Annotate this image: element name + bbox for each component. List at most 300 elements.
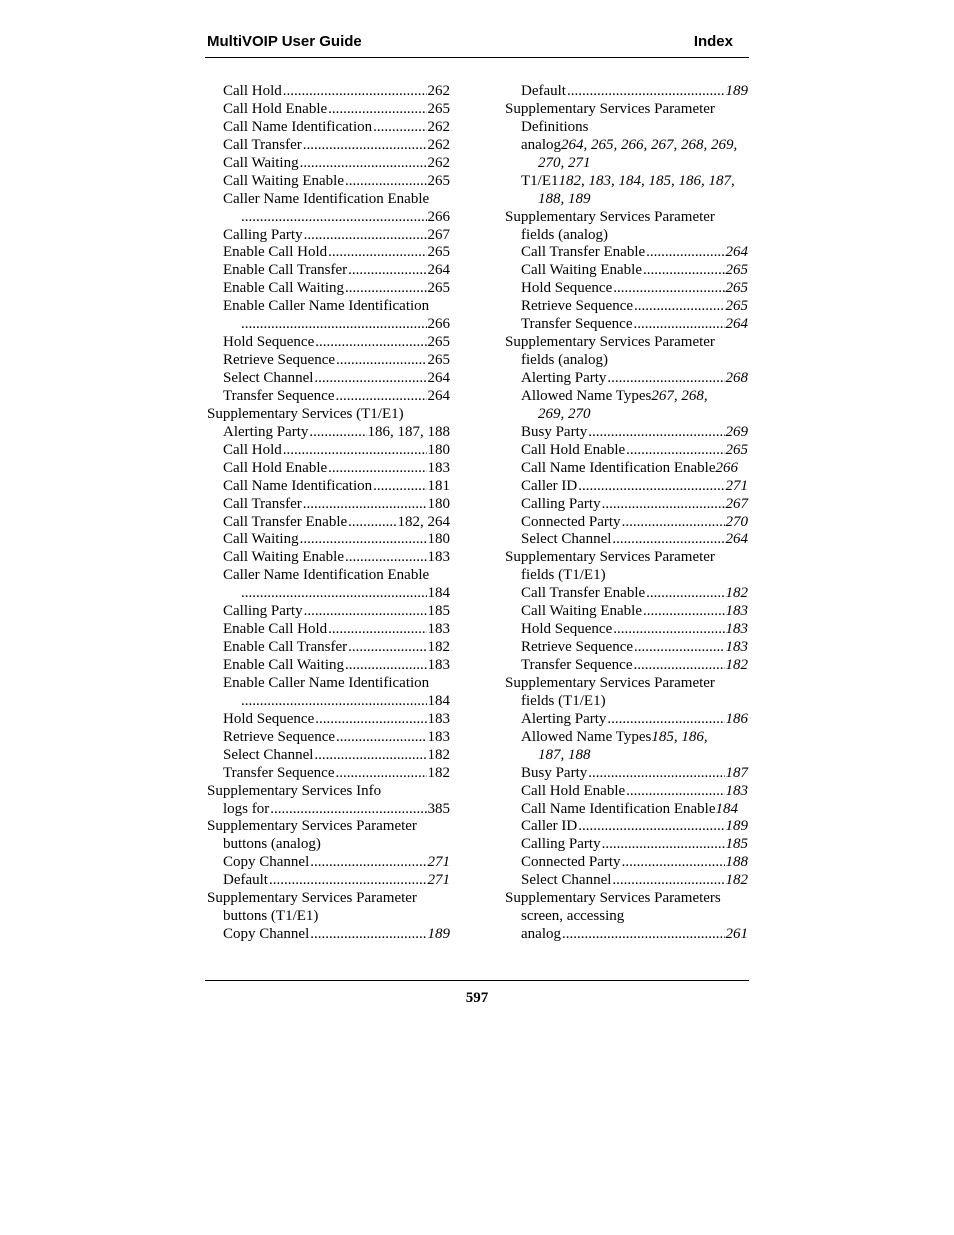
index-entry-text: Call Transfer xyxy=(223,495,302,512)
index-entry xyxy=(207,621,450,639)
index-page-ref: 265 xyxy=(725,441,748,458)
index-entry xyxy=(505,155,748,173)
index-entry-text: buttons (analog) xyxy=(223,836,321,853)
index-entry-text: Supplementary Services Parameter xyxy=(505,334,715,351)
index-page-ref: 264 xyxy=(725,531,748,548)
index-page-ref: 183 xyxy=(725,782,748,799)
index-entry-text: Allowed Name Types xyxy=(521,387,652,404)
index-entry xyxy=(207,693,450,711)
index-entry xyxy=(505,657,748,675)
index-entry xyxy=(505,137,748,155)
dot-leader xyxy=(622,514,725,532)
index-page-ref: 185, 186, xyxy=(651,728,708,745)
dot-leader xyxy=(269,872,427,890)
index-entry xyxy=(207,890,450,908)
index-entry-text: Call Hold Enable xyxy=(223,100,328,117)
index-entry xyxy=(505,783,748,801)
index-entry-text: Call Waiting Enable xyxy=(521,603,642,620)
index-page-ref: 262 xyxy=(427,154,450,171)
index-page-ref: 182 xyxy=(427,764,450,781)
index-page-ref: 270 xyxy=(725,513,748,530)
index-page-ref: 271 xyxy=(427,872,450,889)
index-entry xyxy=(505,227,748,245)
index-entry-text: Call Transfer Enable xyxy=(223,513,348,530)
index-entry-text: Calling Party xyxy=(521,836,601,853)
dot-leader xyxy=(578,478,724,496)
dot-leader xyxy=(643,603,725,621)
index-page-ref: 182 xyxy=(427,639,450,656)
index-entry-text: Hold Sequence xyxy=(223,334,315,351)
index-entry xyxy=(207,675,450,693)
index-entry xyxy=(207,549,450,567)
dot-leader xyxy=(613,280,724,298)
index-entry xyxy=(505,926,748,944)
index-entry xyxy=(505,801,748,819)
index-entry-text: Connected Party xyxy=(521,513,621,530)
index-entry xyxy=(505,262,748,280)
index-entry xyxy=(207,227,450,245)
index-page-ref: 265 xyxy=(427,334,450,351)
index-entry xyxy=(207,639,450,657)
index-entry-text: Transfer Sequence xyxy=(223,387,335,404)
dot-leader xyxy=(314,370,426,388)
index-entry xyxy=(505,424,748,442)
index-entry xyxy=(505,585,748,603)
index-entry xyxy=(207,155,450,173)
dot-leader xyxy=(588,765,724,783)
dot-leader xyxy=(300,531,427,549)
index-page-ref: 184 xyxy=(715,800,739,817)
index-entry xyxy=(505,621,748,639)
dot-leader xyxy=(283,83,427,101)
index-page-ref: 262 xyxy=(427,136,450,153)
index-entry-text: Caller Name Identification Enable xyxy=(223,567,430,584)
index-entry xyxy=(207,818,450,836)
index-entry-text: Call Hold Enable xyxy=(521,782,626,799)
index-page-ref: 266 xyxy=(427,208,450,225)
index-entry-text: T1/E1 xyxy=(521,172,559,189)
dot-leader xyxy=(345,549,427,567)
header-rule xyxy=(205,57,749,58)
index-entry-text: Busy Party xyxy=(521,764,588,781)
index-entry-text: Call Name Identification Enable xyxy=(521,800,716,817)
index-entry-text: Enable Call Transfer xyxy=(223,639,348,656)
index-entry xyxy=(207,262,450,280)
index-entry xyxy=(505,442,748,460)
index-entry xyxy=(505,908,748,926)
index-page-ref: 262 xyxy=(427,118,450,135)
index-entry xyxy=(207,406,450,424)
index-entry-text: Call Hold xyxy=(223,441,282,458)
index-entry xyxy=(505,119,748,137)
index-entry xyxy=(505,836,748,854)
index-page-ref: 265 xyxy=(427,172,450,189)
page-number: 597 xyxy=(465,990,489,1006)
index-entry xyxy=(207,442,450,460)
index-page-ref: 264 xyxy=(725,316,748,333)
index-page-ref: 189 xyxy=(427,926,450,943)
index-page-ref: 264 xyxy=(427,370,450,386)
index-page-ref: 183 xyxy=(427,549,450,566)
index-entry xyxy=(207,765,450,783)
dot-leader xyxy=(634,657,725,675)
index-page-ref: 182, 183, 184, 185, 186, 187, xyxy=(558,172,735,189)
index-page-ref: 267 xyxy=(427,226,450,243)
index-page-ref: 265 xyxy=(427,244,450,261)
dot-leader xyxy=(622,854,725,872)
page-header xyxy=(207,33,733,53)
index-entry-text: Caller Name Identification Enable xyxy=(223,190,430,207)
index-page-ref: 180 xyxy=(427,441,450,458)
index-entry xyxy=(207,854,450,872)
index-entry-text: Busy Party xyxy=(521,423,588,440)
index-page-ref: 186, 187, 188 xyxy=(367,423,450,440)
dot-leader xyxy=(348,262,426,280)
index-page-ref: 183 xyxy=(427,459,450,476)
index-page-ref: 182 xyxy=(725,872,748,889)
dot-leader xyxy=(241,209,427,227)
index-entry-text: Calling Party xyxy=(521,495,601,512)
index-entry-text: Enable Call Transfer xyxy=(223,262,348,279)
index-entry-text: Enable Caller Name Identification xyxy=(223,674,430,691)
dot-leader xyxy=(310,854,426,872)
index-entry xyxy=(207,101,450,119)
index-entry xyxy=(207,137,450,155)
dot-leader xyxy=(345,657,427,675)
index-entry xyxy=(505,675,748,693)
header-title: MultiVOIP User Guide xyxy=(207,33,362,50)
index-entry-text: Supplementary Services Parameter xyxy=(207,890,417,907)
dot-leader xyxy=(328,460,426,478)
dot-leader xyxy=(613,621,724,639)
index-entry xyxy=(207,316,450,334)
index-entry xyxy=(207,460,450,478)
index-page-ref: 265 xyxy=(427,352,450,369)
index-entry xyxy=(207,657,450,675)
index-page-ref: 385 xyxy=(427,800,450,817)
dot-leader xyxy=(646,244,724,262)
index-entry-text: Retrieve Sequence xyxy=(521,298,634,315)
index-entry-text: Select Channel xyxy=(521,872,612,889)
index-page-ref: 182, 264 xyxy=(397,513,450,530)
index-entry-text: Call Hold xyxy=(223,83,282,99)
index-entry xyxy=(207,603,450,621)
index-entry xyxy=(505,101,748,119)
index-entry xyxy=(505,729,748,747)
index-entry xyxy=(207,191,450,209)
index-entry-text: Call Transfer xyxy=(223,136,302,153)
index-entry xyxy=(505,693,748,711)
index-entry xyxy=(505,854,748,872)
index-entry-text: Caller ID xyxy=(521,477,578,494)
index-page-ref: 186 xyxy=(725,710,748,727)
dot-leader xyxy=(345,280,427,298)
dot-leader xyxy=(241,316,427,334)
index-entry-text: Enable Call Hold xyxy=(223,621,328,638)
index-entry xyxy=(505,298,748,316)
index-page-ref: 188, 189 xyxy=(538,190,591,207)
index-entry xyxy=(505,747,748,765)
index-entry-text: Supplementary Services Info xyxy=(207,782,382,799)
index-entry-text: Call Waiting xyxy=(223,154,299,171)
index-entry xyxy=(207,514,450,532)
index-page-ref: 269 xyxy=(725,423,748,440)
dot-leader xyxy=(634,316,725,334)
index-entry xyxy=(505,244,748,262)
index-entry-text: Enable Call Waiting xyxy=(223,280,344,297)
dot-leader xyxy=(373,478,426,496)
index-page-ref: 180 xyxy=(427,531,450,548)
index-entry xyxy=(505,478,748,496)
index-entry-text: Retrieve Sequence xyxy=(521,639,634,656)
index-page-ref: 183 xyxy=(725,639,748,656)
index-entry-text: Call Name Identification Enable xyxy=(521,459,716,476)
index-entry xyxy=(207,119,450,137)
index-entry-text: Supplementary Services Parameter xyxy=(505,208,715,225)
index-entry-text: Call Waiting Enable xyxy=(223,172,344,189)
index-entry xyxy=(505,603,748,621)
dot-leader xyxy=(602,496,725,514)
index-entry xyxy=(207,567,450,585)
index-entry-text: Connected Party xyxy=(521,854,621,871)
index-page-ref: 267 xyxy=(725,495,748,512)
index-page-ref: 264 xyxy=(427,387,450,404)
index-entry xyxy=(505,280,748,298)
index-page-ref: 268 xyxy=(725,370,748,386)
index-entry xyxy=(505,872,748,890)
dot-leader xyxy=(328,621,426,639)
dot-leader xyxy=(646,585,724,603)
index-entry-text: fields (T1/E1) xyxy=(521,692,606,709)
index-entry xyxy=(207,926,450,944)
index-page-ref: 265 xyxy=(427,280,450,297)
dot-leader xyxy=(634,639,724,657)
index-entry-text: Transfer Sequence xyxy=(223,764,335,781)
index-entry-text: Call Transfer Enable xyxy=(521,244,646,261)
dot-leader xyxy=(336,352,426,370)
index-entry-text: Alerting Party xyxy=(521,710,607,727)
index-entry-text: fields (T1/E1) xyxy=(521,567,606,584)
index-entry xyxy=(207,83,450,101)
index-entry xyxy=(505,496,748,514)
index-entry xyxy=(207,783,450,801)
index-entry-text: Supplementary Services Parameters xyxy=(505,890,721,907)
index-entry xyxy=(207,747,450,765)
index-page-ref: 183 xyxy=(427,728,450,745)
index-entry xyxy=(207,244,450,262)
index-entry xyxy=(207,872,450,890)
dot-leader xyxy=(303,137,427,155)
index-page-ref: 266 xyxy=(427,316,450,333)
index-entry xyxy=(505,352,748,370)
index-entry-text: Hold Sequence xyxy=(521,280,613,297)
index-entry xyxy=(207,711,450,729)
index-page-ref: 182 xyxy=(725,585,748,602)
footer-rule xyxy=(205,980,749,981)
dot-leader xyxy=(612,872,724,890)
index-page-ref: 265 xyxy=(725,280,748,297)
index-entry xyxy=(505,890,748,908)
index-entry xyxy=(505,209,748,227)
dot-leader xyxy=(612,531,724,549)
dot-leader xyxy=(314,747,426,765)
index-column-right xyxy=(505,83,748,944)
index-entry-text: fields (analog) xyxy=(521,226,609,243)
index-page-ref: 271 xyxy=(427,854,450,871)
index-entry xyxy=(505,639,748,657)
index-entry xyxy=(207,531,450,549)
index-entry xyxy=(505,334,748,352)
index-column-left xyxy=(207,83,450,944)
index-entry xyxy=(505,388,748,406)
dot-leader xyxy=(310,926,426,944)
index-entry-text: Select Channel xyxy=(223,370,314,386)
index-entry xyxy=(207,334,450,352)
index-entry xyxy=(207,836,450,854)
index-entry xyxy=(207,370,450,388)
index-entry-text: Default xyxy=(223,872,268,889)
index-entry xyxy=(207,801,450,819)
dot-leader xyxy=(300,155,427,173)
index-entry xyxy=(207,478,450,496)
index-entry-text: analog xyxy=(521,926,561,943)
dot-leader xyxy=(241,693,427,711)
index-entry xyxy=(505,316,748,334)
index-entry xyxy=(505,191,748,209)
index-entry-text: Hold Sequence xyxy=(223,710,315,727)
dot-leader xyxy=(607,370,724,388)
dot-leader xyxy=(336,388,427,406)
index-entry xyxy=(505,83,748,101)
dot-leader xyxy=(643,262,725,280)
index-entry-text: Alerting Party xyxy=(521,370,607,386)
dot-leader xyxy=(328,244,426,262)
index-page-ref: 264 xyxy=(427,262,450,279)
index-page-ref: 184 xyxy=(427,692,450,709)
index-entry-text: Supplementary Services Parameter xyxy=(207,818,417,835)
index-entry-text: Copy Channel xyxy=(223,926,310,943)
dot-leader xyxy=(315,711,426,729)
index-entry xyxy=(505,711,748,729)
index-entry xyxy=(505,765,748,783)
index-entry-text: logs for xyxy=(223,800,270,817)
index-page-ref: 183 xyxy=(725,603,748,620)
dot-leader xyxy=(241,585,427,603)
index-entry xyxy=(207,209,450,227)
index-entry-text: Call Name Identification xyxy=(223,118,373,135)
dot-leader xyxy=(348,514,396,532)
index-entry xyxy=(505,549,748,567)
index-entry xyxy=(207,908,450,926)
dot-leader xyxy=(567,83,725,101)
dot-leader xyxy=(304,227,427,245)
index-entry xyxy=(207,729,450,747)
index-page-ref: 262 xyxy=(427,83,450,99)
dot-leader xyxy=(607,711,724,729)
dot-leader xyxy=(588,424,724,442)
header-section: Index xyxy=(693,33,733,50)
index-page-ref: 185 xyxy=(725,836,748,853)
dot-leader xyxy=(283,442,427,460)
index-entry-text: Enable Caller Name Identification xyxy=(223,298,430,315)
index-entry xyxy=(207,280,450,298)
dot-leader xyxy=(562,926,725,944)
index-entry xyxy=(505,818,748,836)
index-entry-text: Supplementary Services Parameter xyxy=(505,100,715,117)
index-entry-text: Select Channel xyxy=(223,746,314,763)
dot-leader xyxy=(315,334,426,352)
dot-leader xyxy=(373,119,426,137)
index-entry-text: Enable Call Waiting xyxy=(223,657,344,673)
index-entry-text: Definitions xyxy=(521,118,589,135)
index-entry xyxy=(505,173,748,191)
index-entry xyxy=(505,370,748,388)
index-page-ref: 266 xyxy=(715,459,739,476)
index-page-ref: 267, 268, xyxy=(651,387,708,404)
index-page-ref: 264 xyxy=(725,244,748,261)
index-page-ref: 182 xyxy=(725,657,748,673)
index-page-ref: 270, 271 xyxy=(538,154,591,171)
index-entry-text: Default xyxy=(521,83,566,99)
dot-leader xyxy=(304,603,427,621)
index-entry xyxy=(207,388,450,406)
dot-leader xyxy=(270,801,426,819)
index-entry-text: Transfer Sequence xyxy=(521,657,633,673)
index-entry-text: Supplementary Services (T1/E1) xyxy=(207,405,404,422)
index-entry-text: Calling Party xyxy=(223,226,303,243)
index-entry-text: screen, accessing xyxy=(521,908,625,925)
index-page-ref: 264, 265, 266, 267, 268, 269, xyxy=(560,136,738,153)
index-entry-text: fields (analog) xyxy=(521,352,609,369)
index-page-ref: 265 xyxy=(725,262,748,279)
index-entry-text: Call Waiting xyxy=(223,531,299,548)
dot-leader xyxy=(626,783,724,801)
dot-leader xyxy=(348,639,426,657)
index-entry xyxy=(207,352,450,370)
index-page-ref: 183 xyxy=(427,710,450,727)
index-page-ref: 184 xyxy=(427,585,450,602)
index-entry xyxy=(207,424,450,442)
index-page-ref: 180 xyxy=(427,495,450,512)
index-entry-text: Copy Channel xyxy=(223,854,310,871)
index-entry-text: Alerting Party xyxy=(223,423,309,440)
index-page-ref: 183 xyxy=(725,621,748,638)
index-page-ref: 183 xyxy=(427,621,450,638)
dot-leader xyxy=(336,765,427,783)
index-page-ref: 187, 188 xyxy=(538,746,591,763)
index-page-ref: 269, 270 xyxy=(538,405,591,422)
index-entry xyxy=(505,567,748,585)
index-entry-text: Enable Call Hold xyxy=(223,244,328,261)
dot-leader xyxy=(328,101,426,119)
dot-leader xyxy=(345,173,427,191)
index-page-ref: 185 xyxy=(427,603,450,620)
index-page-ref: 189 xyxy=(725,818,748,835)
index-entry xyxy=(505,406,748,424)
dot-leader xyxy=(309,424,366,442)
index-entry-text: Retrieve Sequence xyxy=(223,728,336,745)
index-entry-text: Call Hold Enable xyxy=(521,441,626,458)
index-page-ref: 271 xyxy=(725,477,748,494)
index-page-ref: 187 xyxy=(725,764,748,781)
index-entry-text: Call Name Identification xyxy=(223,477,373,494)
dot-leader xyxy=(336,729,426,747)
index-entry-text: Transfer Sequence xyxy=(521,316,633,333)
index-entry xyxy=(505,531,748,549)
index-entry-text: Retrieve Sequence xyxy=(223,352,336,369)
index-page-ref: 182 xyxy=(427,746,450,763)
index-entry xyxy=(505,514,748,532)
